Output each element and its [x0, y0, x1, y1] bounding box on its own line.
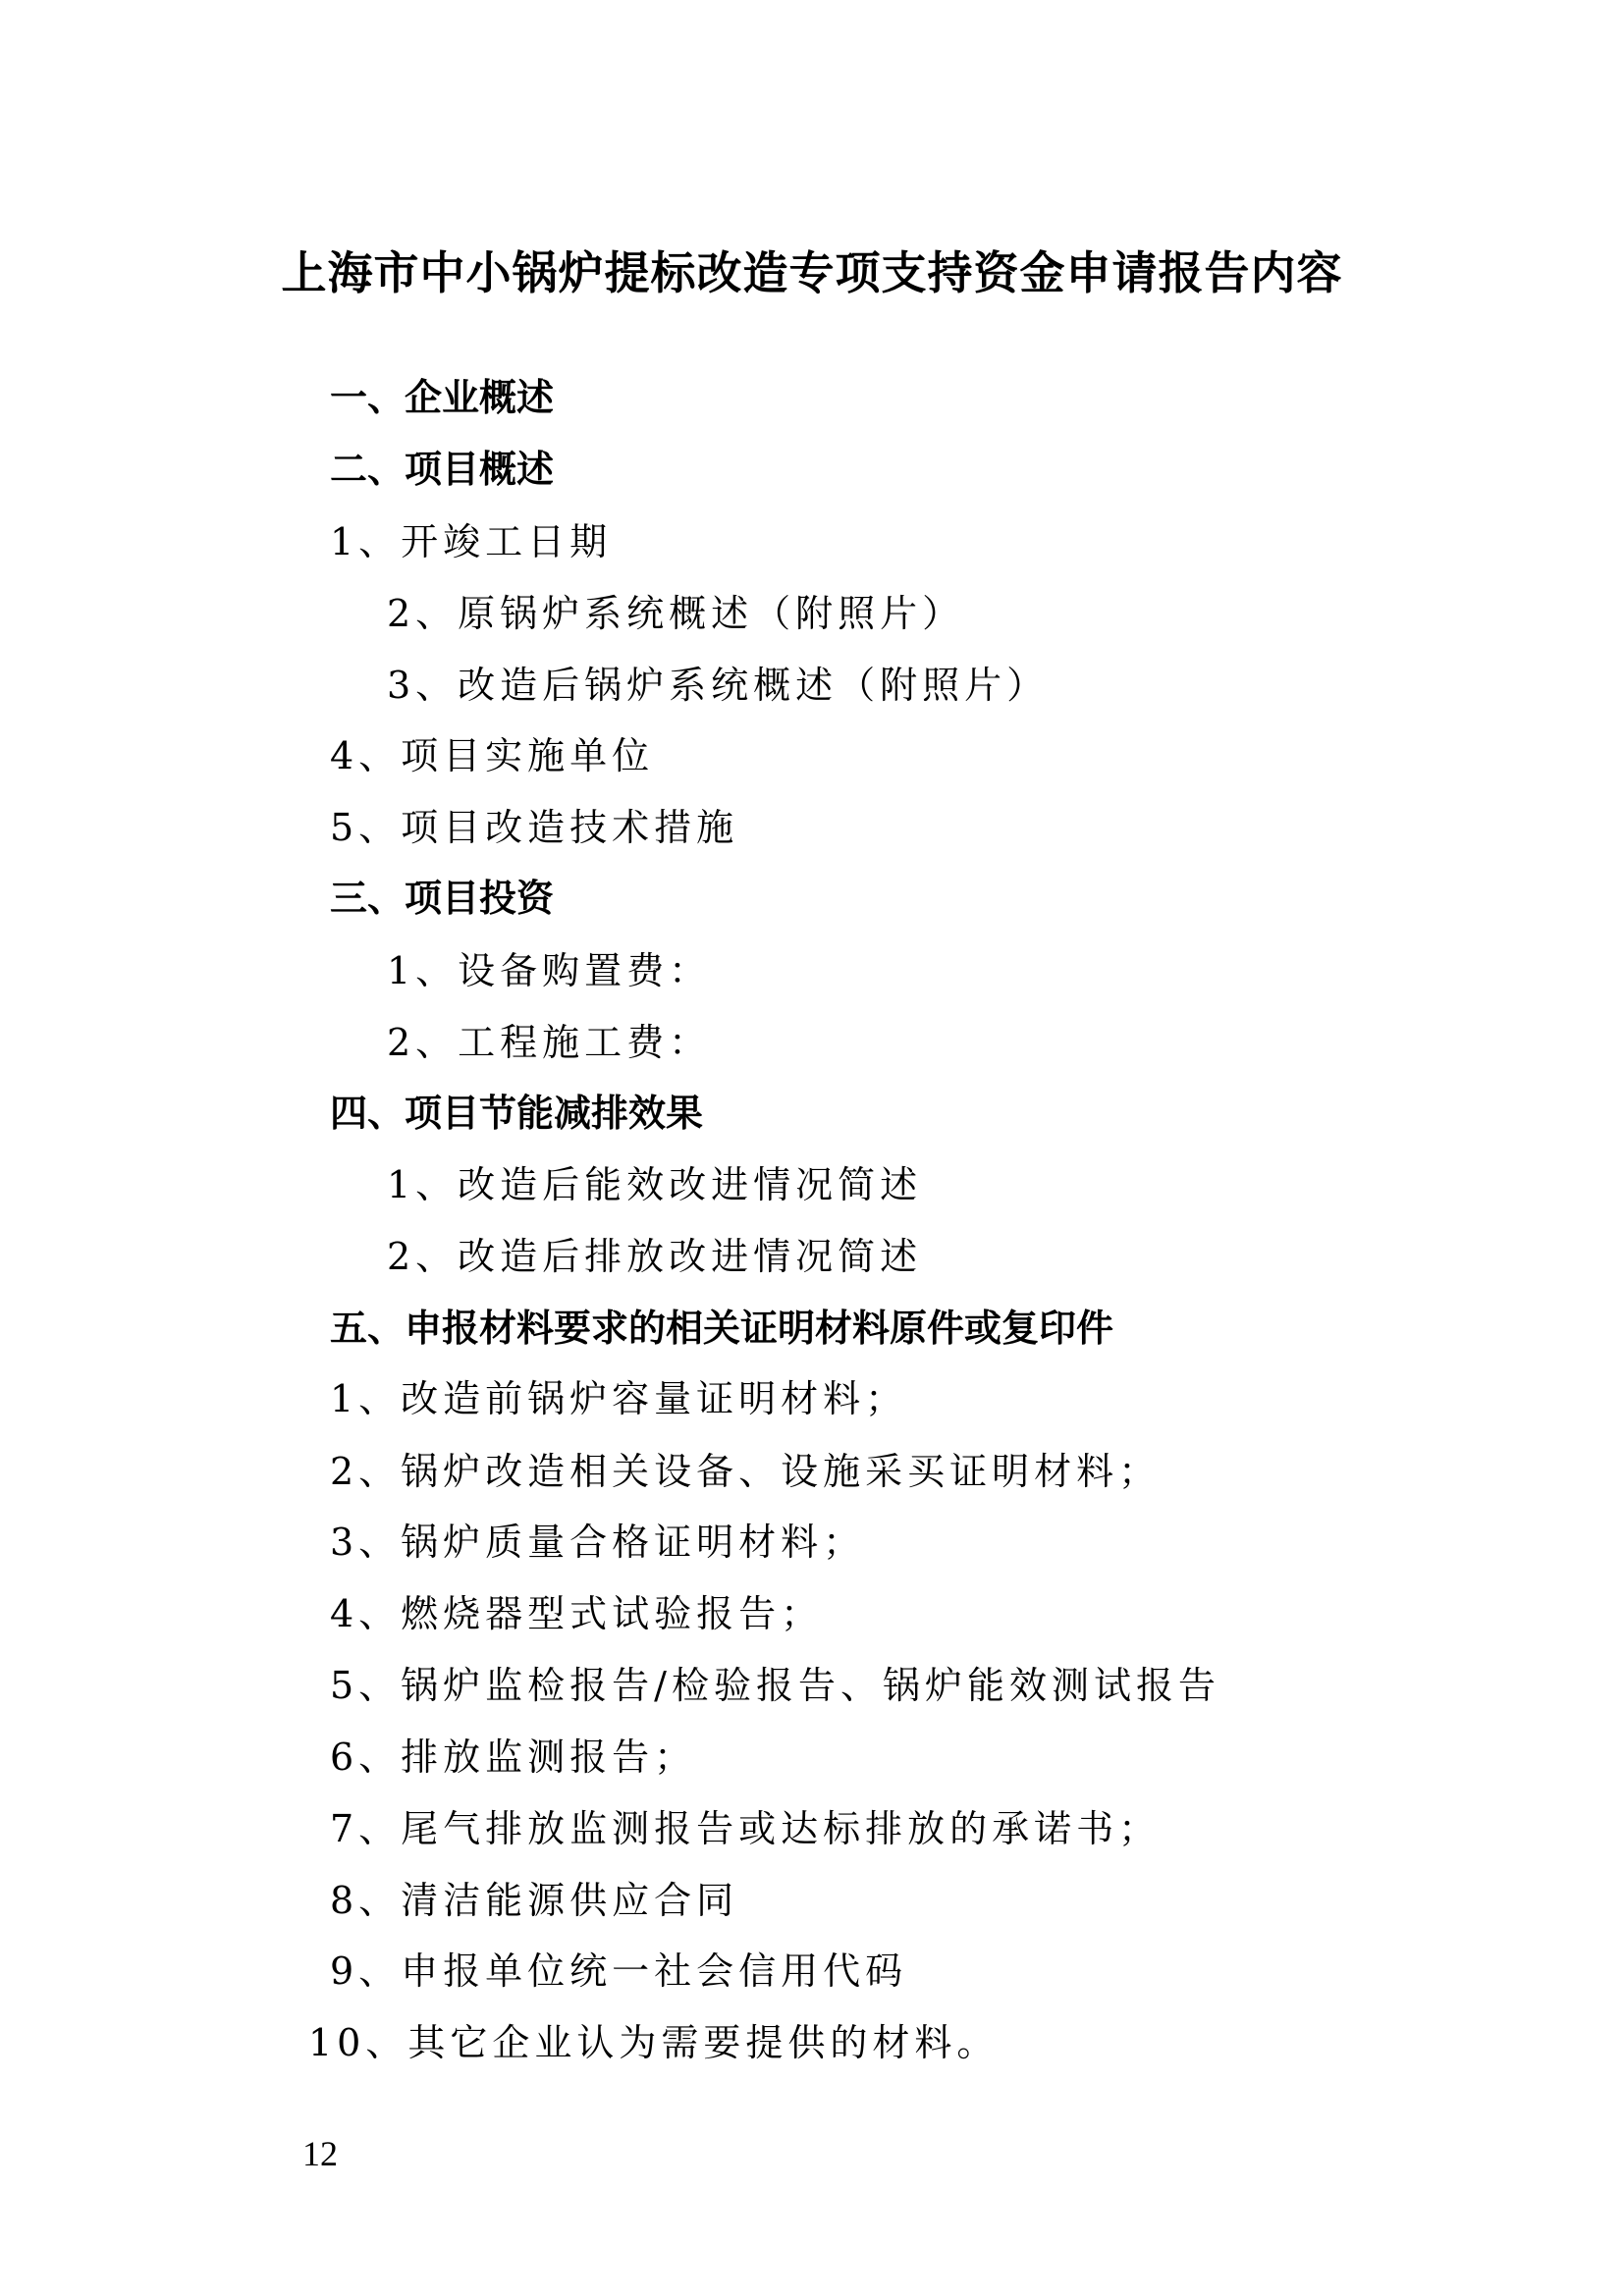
list-item: 1、设备购置费： — [387, 949, 712, 992]
list-item: 1、开竣工日期 — [330, 520, 613, 563]
list-item: 2、工程施工费： — [387, 1021, 712, 1064]
list-item: 8、清洁能源供应合同 — [330, 1879, 739, 1922]
list-item: 10、其它企业认为需要提供的材料。 — [308, 2021, 1000, 2064]
section-heading-supporting-materials: 五、申报材料要求的相关证明材料原件或复印件 — [330, 1307, 1114, 1350]
section-heading-project-investment: 三、项目投资 — [330, 877, 555, 920]
document-title: 上海市中小锅炉提标改造专项支持资金申请报告内容 — [281, 246, 1343, 299]
list-item: 5、锅炉监检报告/检验报告、锅炉能效测试报告 — [330, 1664, 1220, 1707]
list-item: 2、原锅炉系统概述（附照片） — [387, 592, 965, 635]
list-item: 4、项目实施单位 — [330, 734, 655, 777]
list-item: 2、改造后排放改进情况简述 — [387, 1235, 923, 1278]
list-item: 3、锅炉质量合格证明材料； — [330, 1521, 866, 1564]
page-number: 12 — [302, 2134, 338, 2173]
list-item: 1、改造后能效改进情况简述 — [387, 1163, 923, 1206]
list-item: 1、改造前锅炉容量证明材料； — [330, 1377, 908, 1420]
list-item: 4、燃烧器型式试验报告； — [330, 1592, 824, 1635]
list-item: 3、改造后锅炉系统概述（附照片） — [387, 664, 1050, 707]
section-heading-energy-effects: 四、项目节能减排效果 — [330, 1092, 704, 1135]
list-item: 5、项目改造技术措施 — [330, 806, 739, 849]
list-item: 7、尾气排放监测报告或达标排放的承诺书； — [330, 1807, 1162, 1850]
list-item: 9、申报单位统一社会信用代码 — [330, 1949, 908, 1993]
section-heading-company-overview: 一、企业概述 — [330, 376, 555, 419]
list-item: 6、排放监测报告； — [330, 1735, 697, 1779]
section-heading-project-overview: 二、项目概述 — [330, 448, 555, 491]
list-item: 2、锅炉改造相关设备、设施采买证明材料； — [330, 1450, 1162, 1493]
